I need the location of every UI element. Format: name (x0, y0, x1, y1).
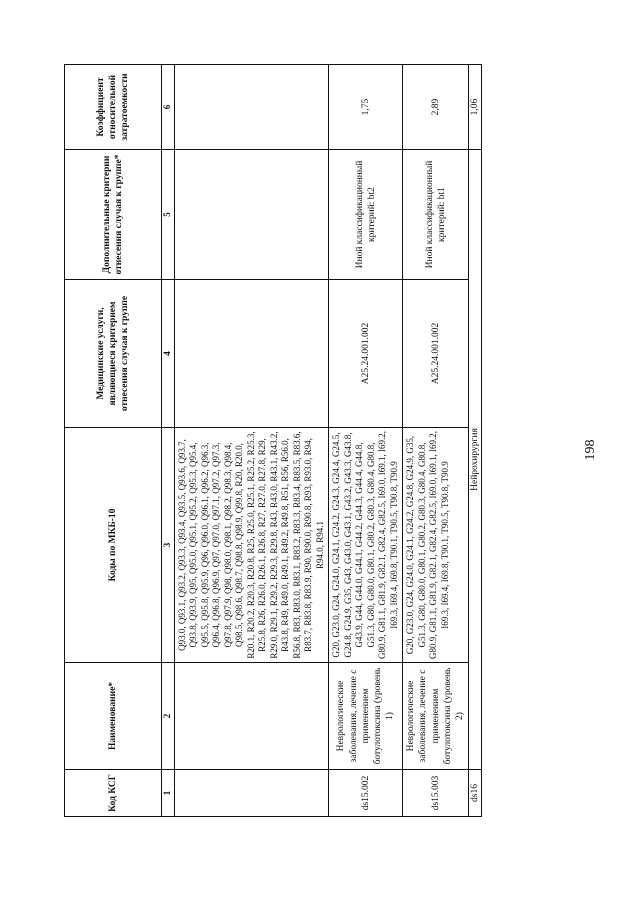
column-number: 4 (162, 280, 175, 428)
header-service: Медицинские услуги, являющиеся критерием отнесения случая к группе (65, 280, 162, 428)
ksg-code-cell (174, 770, 329, 817)
header-mkb: Коды по МКБ-10 (65, 428, 162, 663)
table-row (174, 65, 329, 817)
coefficient-cell: 1,75 (329, 65, 403, 150)
mkb-codes-cell: G20, G23.0, G24, G24.0, G24.1, G24.2, G24.8, G24.9, G35, G51.3, G80, G80.0, G80.1, G80.2, G80.3, G80.4, G80.8, G80.9, G81.1, G81.9, G82.1, G82.4, G82.5, I69.0, I69.1, I69.2, I69.3, I69.4, I69.8, T90.1, T90.5, T90.8, T90.9 (403, 428, 469, 663)
header-row (65, 65, 162, 817)
table-row (403, 65, 469, 817)
section-code-cell: ds16 (469, 770, 482, 817)
column-number: 5 (162, 150, 175, 280)
column-number: 6 (162, 65, 175, 150)
service-cell (174, 280, 329, 428)
ksg-code-cell: ds15.003 (403, 770, 469, 817)
section-coefficient-cell: 1,06 (469, 65, 482, 150)
page-number: 198 (583, 439, 598, 461)
service-cell: A25.24.001.002 (403, 280, 469, 428)
criteria-cell (174, 150, 329, 280)
coefficient-cell: 2,89 (403, 65, 469, 150)
mkb-codes-cell: Q93.0, Q93.1, Q93.2, Q93.3, Q93.4, Q93.5, Q93.6, Q93.7, Q93.8, Q93.9, Q95, Q95.0, Q95.1, Q95.2, Q95.3, Q95.4, Q95.5, Q95.8, Q95.9, Q96, Q96.0, Q96.1, Q96.2, Q96.3, Q96.4, Q96.8, Q96.9, Q97, Q97.0, Q97.1, Q97.2, Q97.3, Q97.8, Q97.9, Q98, Q98.0, Q98.1, Q98.2, Q98.3, Q98.4, Q98.5, Q98.6, Q98.7, Q98.8, Q98.9, Q99.8, R20, R20.0, R20.1, R20.2, R20.3, R20.8, R25, R25.0, R25.1, R25.2, R25.3, R25.8, R26, R26.0, R26.1, R26.8, R27, R27.0, R27.8, R29, R29.0, R29.1, R29.2, R29.3, R29.8, R43, R43.0, R43.1, R43.2, R43.8, R49, R49.0, R49.1, R49.2, R49.8, R51, R56, R56.0, R56.8, R83, R83.0, R83.1, R83.2, R83.3, R83.4, R83.5, R83.6, R83.7, R83.8, R83.9, R90, R90.0, R90.8, R93, R93.0, R94, R94.0, R94.1 (174, 428, 329, 663)
ksg-table (64, 64, 482, 817)
ksg-code-cell: ds15.002 (329, 770, 403, 817)
column-number-row (162, 65, 175, 817)
mkb-codes-cell: G20, G23.0, G24, G24.0, G24.1, G24.2, G24.3, G24.4, G24.5, G24.8, G24.9, G35, G43, G43.0, G43.1, G43.2, G43.3, G43.8, G43.9, G44, G44.0, G44.1, G44.2, G44.3, G44.4, G44.8, G51.3, G80, G80.0, G80.1, G80.2, G80.3, G80.4, G80.8, G80.9, G81.1, G81.9, G82.1, G82.4, G82.5, I69.0, I69.1, I69.2, I69.3, I69.4, I69.8, T90.1, T90.5, T90.8, T90.9 (329, 428, 403, 663)
ksg-name-cell: Неврологические заболевания, лечение с применением ботулотоксина (уровень 2) (403, 663, 469, 770)
column-number: 3 (162, 428, 175, 663)
criteria-cell: Иной классификационный критерий: bt1 (403, 150, 469, 280)
header-coefficient: Коэффициент относительной затратоемкости (65, 65, 162, 150)
coefficient-cell (174, 65, 329, 150)
table-row (329, 65, 403, 817)
service-cell: A25.24.001.002 (329, 280, 403, 428)
section-title-cell: Нейрохирургия (469, 150, 482, 770)
header-name: Наименование* (65, 663, 162, 770)
header-code: Код КСГ (65, 770, 162, 817)
section-row (469, 65, 482, 817)
column-number: 1 (162, 770, 175, 817)
ksg-name-cell (174, 663, 329, 770)
header-criteria: Дополнительные критерии отнесения случая к группе* (65, 150, 162, 280)
criteria-cell: Иной классификационный критерий: bt2 (329, 150, 403, 280)
ksg-name-cell: Неврологические заболевания, лечение с применением ботулотоксина (уровень 1) (329, 663, 403, 770)
column-number: 2 (162, 663, 175, 770)
